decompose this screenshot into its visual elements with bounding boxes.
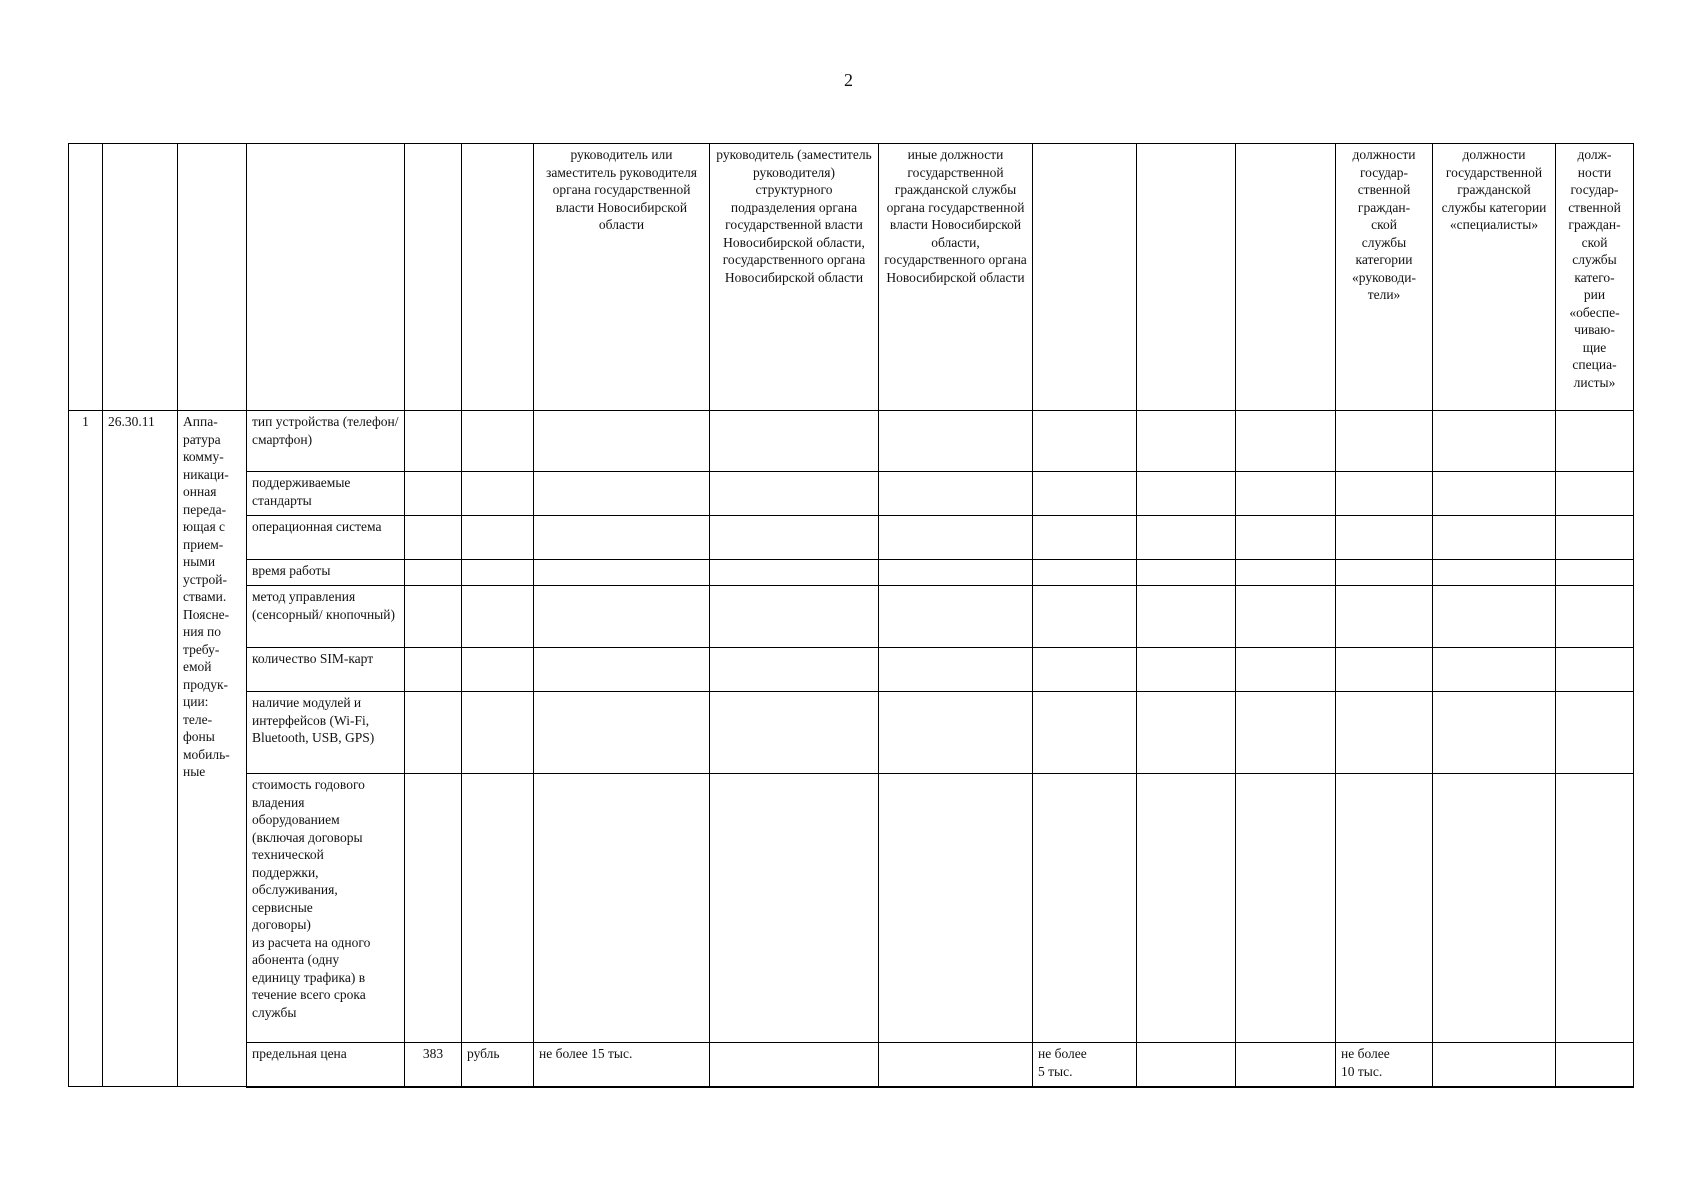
characteristic-cell: операционная система [247,516,405,560]
header-cell [1137,144,1236,411]
header-category-support-specialists: долж- ности государ- ственной граждан- ской службы катего- рии «обеспе- чиваю- щие специа- листы» [1556,144,1634,411]
item-code: 26.30.11 [103,411,178,1087]
table-row [69,586,1634,648]
table-row [69,648,1634,692]
header-cell [69,144,103,411]
value-head-of-authority: не более 15 тыс. [534,1043,710,1087]
item-name: Аппа- ратура комму- никаци- онная переда- ющая с прием- ными устрой- ствами. Поясне- ния по требу- емой продук- ции: теле- фоны мобиль- ные [178,411,247,1087]
page-number: 2 [844,70,853,90]
value-other-positions: не более 5 тыс. [1033,1043,1137,1087]
item-number: 1 [69,411,103,1087]
table-row [69,516,1634,560]
characteristic-cell: поддерживаемые стандарты [247,472,405,516]
header-other-positions: иные должности государственной гражданской службы органа государственной власти Новосибирской области, государственного органа Новосибирской области [879,144,1033,411]
characteristic-cell: время работы [247,560,405,586]
header-category-specialists: должности государственной гражданской службы категории «специалисты» [1433,144,1556,411]
characteristic-cell: тип устройства (телефон/ смартфон) [247,411,405,472]
table-row [69,774,1634,1043]
header-cell [1236,144,1336,411]
header-cell [103,144,178,411]
header-cell [178,144,247,411]
characteristic-cell: стоимость годового владения оборудованием (включая договоры технической поддержки, обслуживания, сервисные договоры) из расчета на одного абонента (одну единицу трафика) в течение всего срока службы [247,774,405,1043]
characteristic-cell: количество SIM-карт [247,648,405,692]
table-row [69,411,1634,472]
header-head-of-authority: руководитель или заместитель руководителя органа государственной власти Новосибирской области [534,144,710,411]
table-row [69,472,1634,516]
table-row [69,692,1634,774]
requirements-table [68,143,1634,1088]
header-cell [405,144,462,411]
header-cell [247,144,405,411]
unit-name: рубль [462,1043,534,1087]
table-header-row [69,144,1634,411]
value-category-leaders: не более 10 тыс. [1336,1043,1433,1087]
header-category-leaders: должности государ- ственной граждан- ской службы категории «руководи- тели» [1336,144,1433,411]
characteristic-cell: предельная цена [247,1043,405,1087]
table-row [69,560,1634,586]
header-head-of-division: руководитель (заместитель руководителя) структурного подразделения органа государственной власти Новосибирской области, государственного органа Новосибирской области [710,144,879,411]
header-cell [462,144,534,411]
characteristic-cell: наличие модулей и интерфейсов (Wi-Fi, Bluetooth, USB, GPS) [247,692,405,774]
table-row [69,1043,1634,1087]
characteristic-cell: метод управления (сенсорный/ кнопочный) [247,586,405,648]
okei-code: 383 [405,1043,462,1087]
header-cell [1033,144,1137,411]
